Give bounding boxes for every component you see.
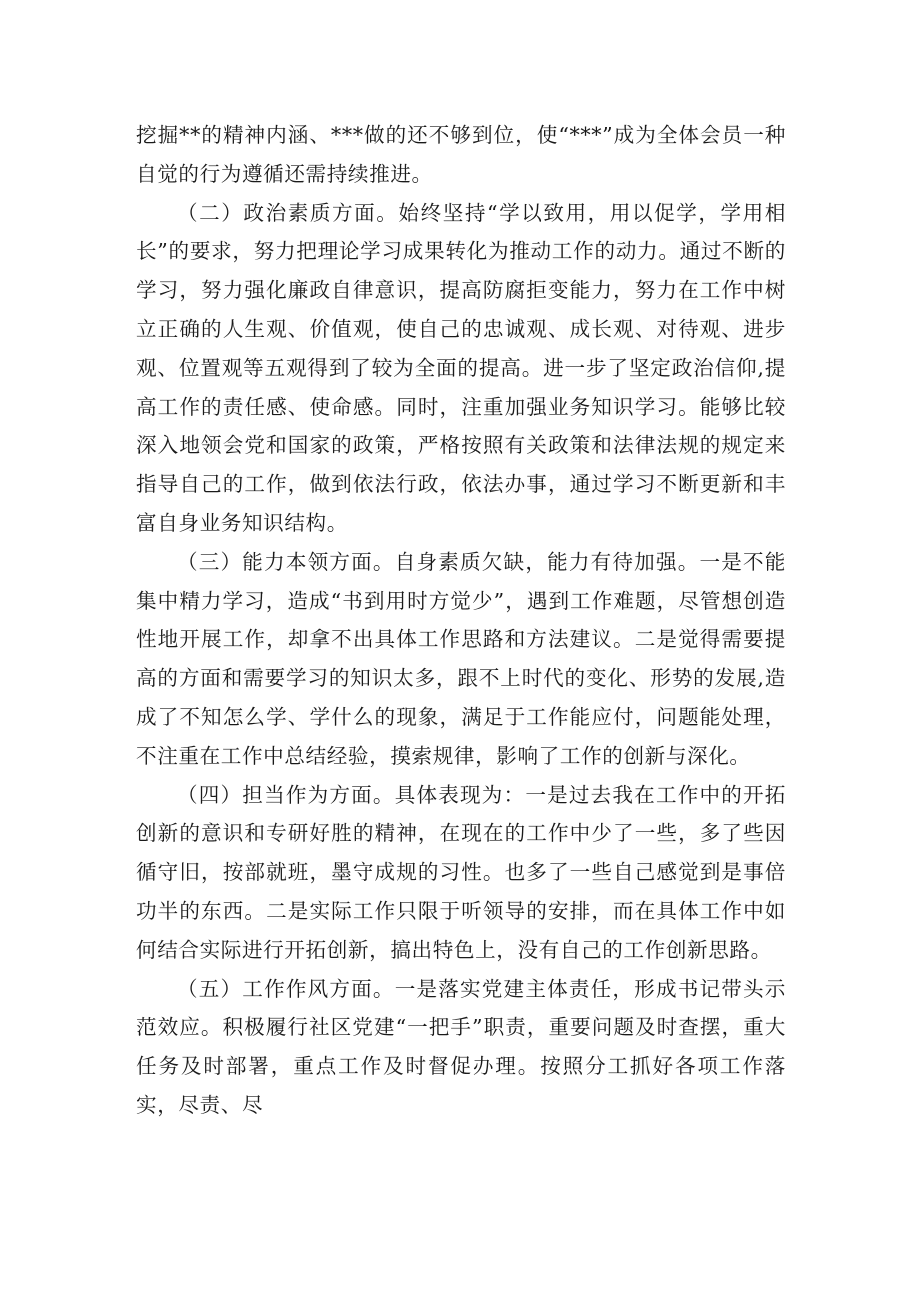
paragraph-political-quality: （二）政治素质方面。始终坚持“学以致用，用以促学，学用相长”的要求，努力把理论学习成果转化为推动工作的动力。通过不断的学习，努力强化廉政自律意识，提高防腐拒变能力，努力在工作中树立正确的人生观、价值观，使自己的忠诚观、成长观、对待观、进步观、位置观等五观得到了较为全面的提高。进一步了坚定政治信仰,提高工作的责任感、使命感。同时，注重加强业务知识学习。能够比较深入地领会党和国家的政策，严格按照有关政策和法律法规的规定来指导自己的工作，做到依法行政，依法办事，通过学习不断更新和丰富自身业务知识结构。 [136, 200, 786, 535]
paragraph-continuation: 挖掘**的精神内涵、***做的还不够到位，使“***”成为全体会员一种自觉的行为遵循还需持续推进。 [136, 123, 786, 186]
paragraph-work-style: （五）工作作风方面。一是落实党建主体责任，形成书记带头示范效应。积极履行社区党建“一把手”职责，重要问题及时查摆，重大任务及时部署，重点工作及时督促办理。按照分工抓好各项工作落实，尽责、尽 [136, 976, 786, 1117]
document-body [136, 116, 786, 1125]
paragraph-responsibility: （四）担当作为方面。具体表现为：一是过去我在工作中的开拓创新的意识和专研好胜的精神，在现在的工作中少了一些，多了些因循守旧，按部就班，墨守成规的习性。也多了一些自己感觉到是事倍功半的东西。二是实际工作只限于听领导的安排，而在具体工作中如何结合实际进行开拓创新，搞出特色上，没有自己的工作创新思路。 [136, 782, 786, 962]
paragraph-ability: （三）能力本领方面。自身素质欠缺，能力有待加强。一是不能集中精力学习，造成“书到用时方觉少”，遇到工作难题，尽管想创造性地开展工作，却拿不出具体工作思路和方法建议。二是觉得需要提高的方面和需要学习的知识太多，跟不上时代的变化、形势的发展,造成了不知怎么学、学什么的现象，满足于工作能应付，问题能处理，不注重在工作中总结经验，摸索规律，影响了工作的创新与深化。 [136, 549, 786, 768]
